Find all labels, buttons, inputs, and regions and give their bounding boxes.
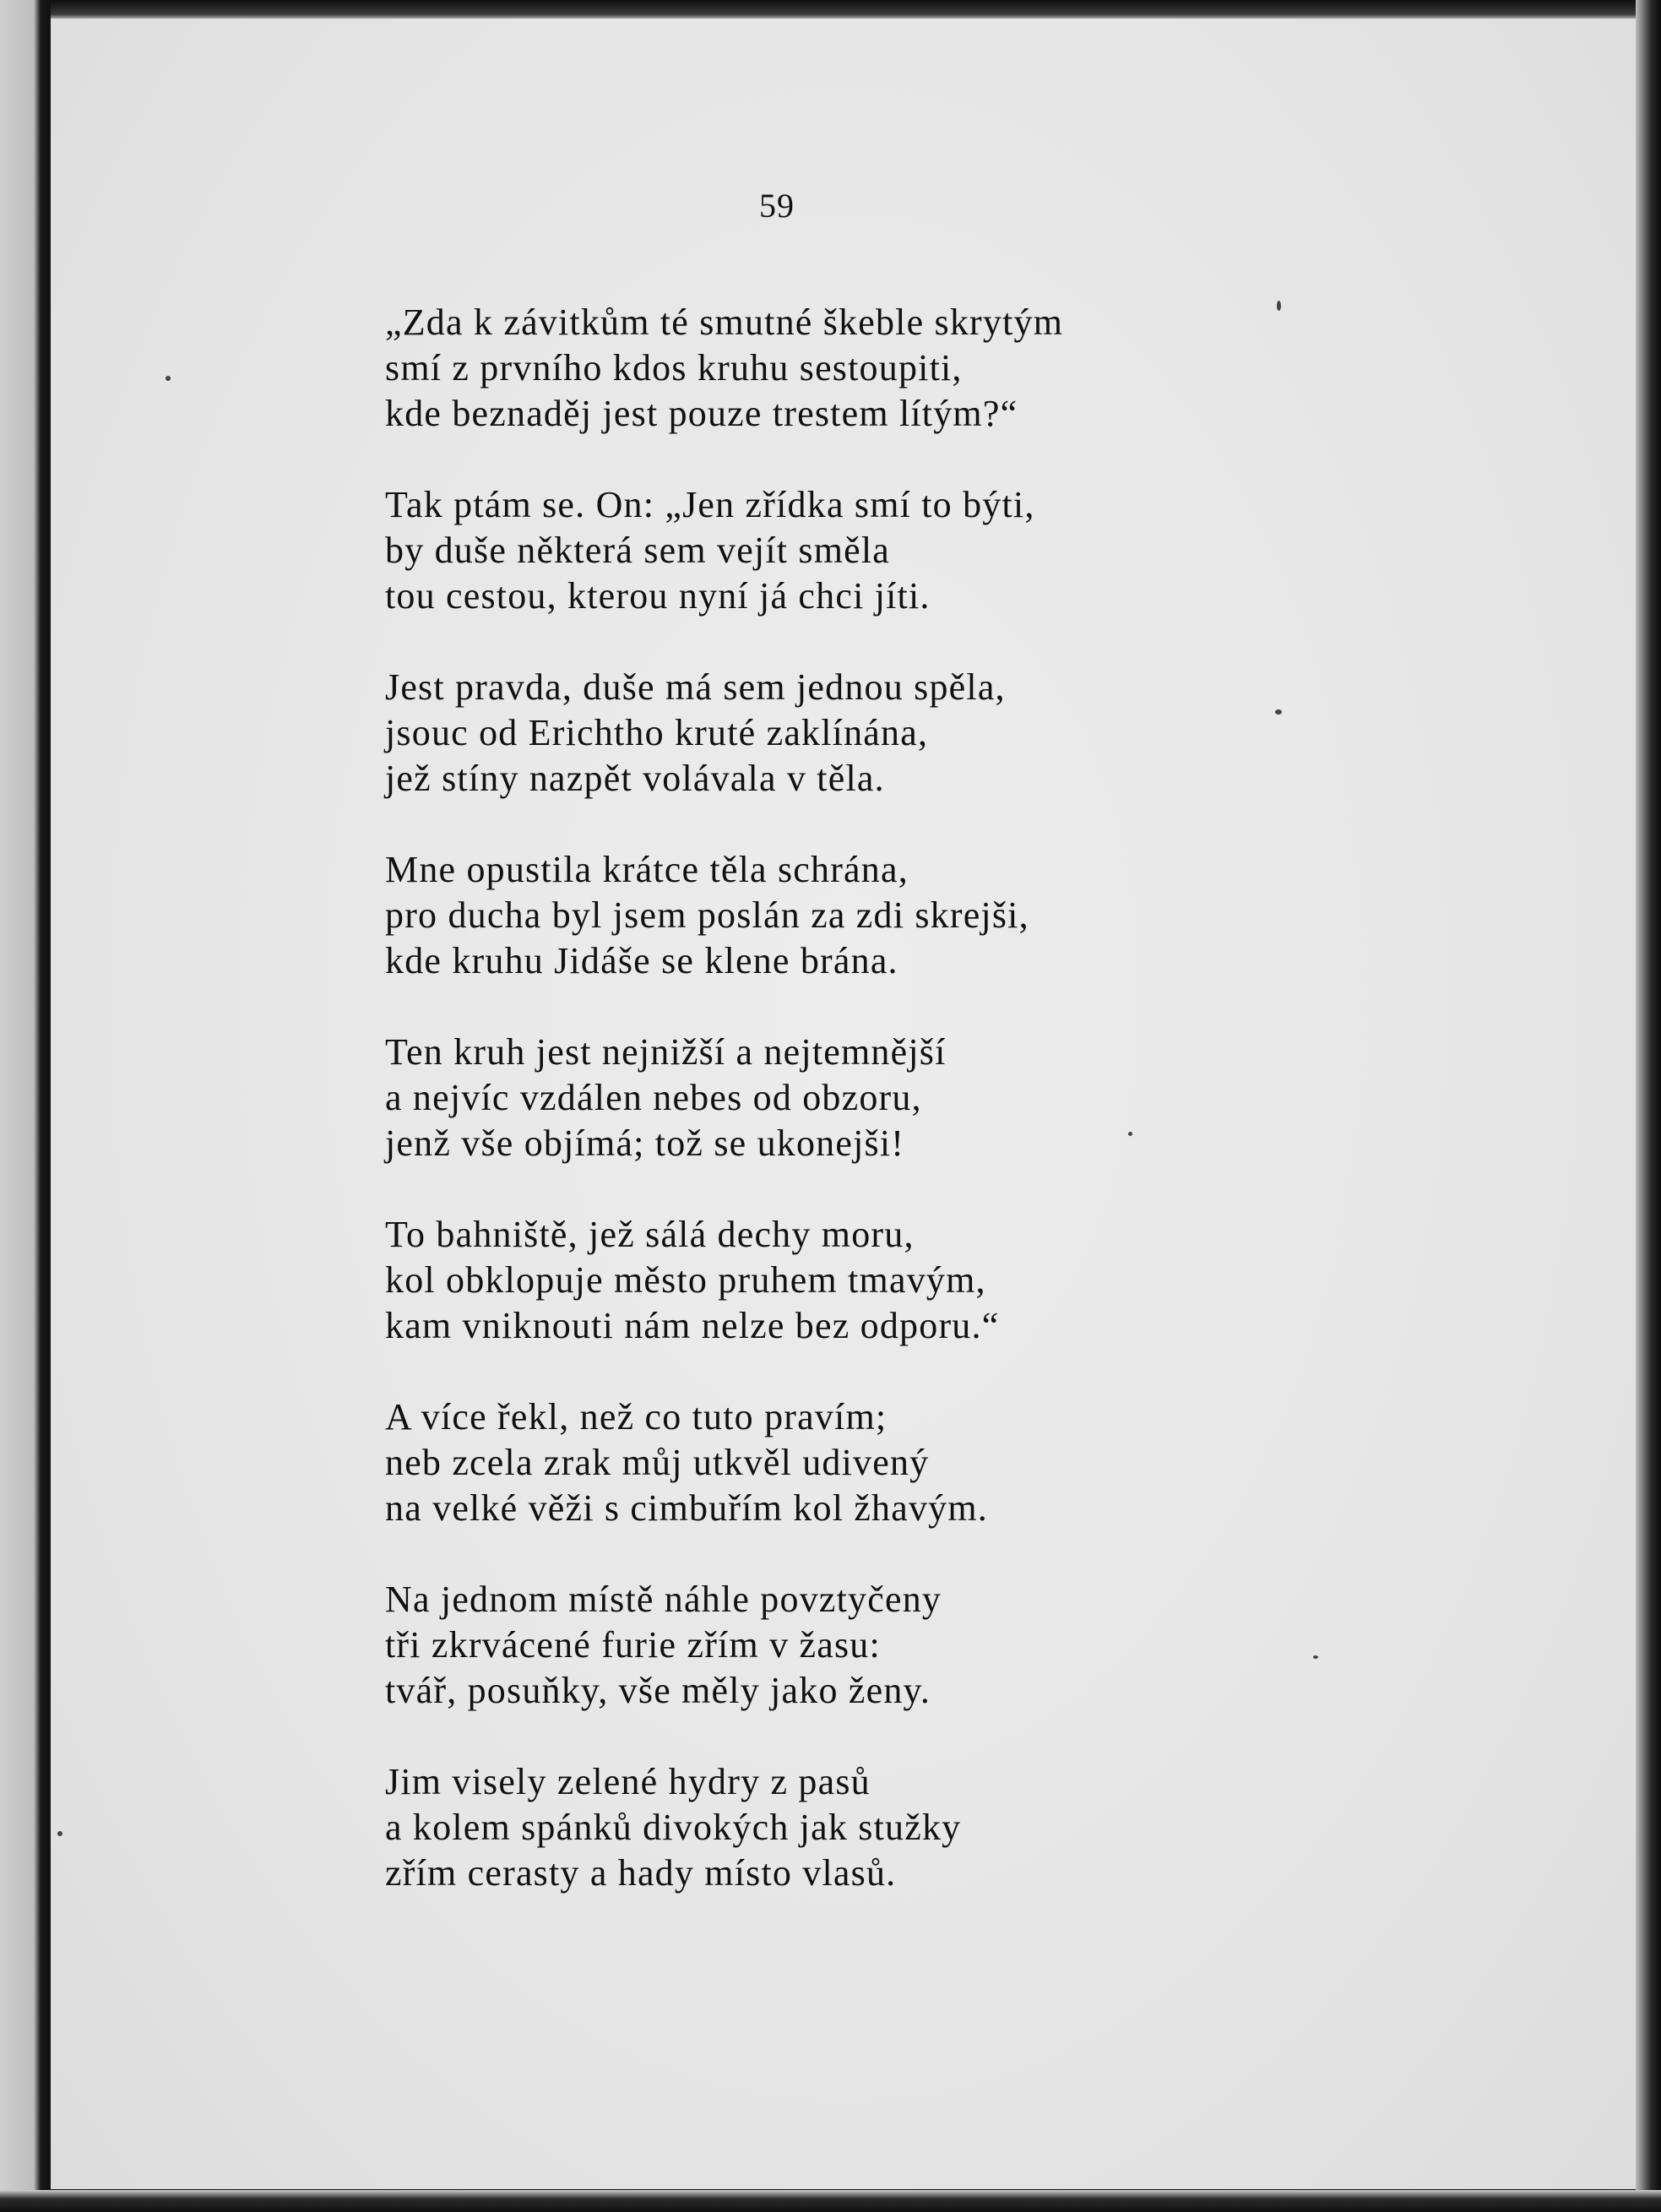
verse-line: kde beznaděj jest pouze trestem lítým?“ (385, 393, 1018, 434)
verse-line: kol obklopuje město pruhem tmavým, (385, 1259, 986, 1301)
stanza (385, 482, 1331, 619)
verse-line: tvář, posuňky, vše měly jako ženy. (385, 1670, 931, 1711)
paper-speck (166, 376, 171, 381)
verse-line: jež stíny nazpět volávala v těla. (385, 758, 885, 799)
verse-line: Ten kruh jest nejnižší a nejtemnější (385, 1031, 947, 1073)
stanza (385, 1759, 1331, 1896)
verse-line: zřím cerasty a hady místo vlasů. (385, 1852, 897, 1894)
verse-line: jenž vše objímá; tož se ukonejši! (385, 1122, 905, 1164)
verse-line: „Zda k závitkům té smutné škeble skrytým (385, 302, 1064, 343)
stanza (385, 1030, 1331, 1166)
book-spine (0, 0, 51, 2212)
verse-line: Jim visely zelené hydry z pasů (385, 1761, 871, 1802)
page-right-edge (1636, 0, 1661, 2212)
verse-line: kde kruhu Jidáše se klene brána. (385, 940, 898, 981)
poem-text (385, 300, 1331, 1942)
verse-line: a kolem spánků divokých jak stužky (385, 1807, 962, 1848)
page-top-edge (0, 0, 1661, 20)
page-bottom-edge (0, 2190, 1661, 2212)
verse-line: a nejvíc vzdálen nebes od obzoru, (385, 1077, 922, 1118)
verse-line: Jest pravda, duše má sem jednou spěla, (385, 666, 1006, 708)
stanza (385, 665, 1331, 802)
verse-line: Tak ptám se. On: „Jen zřídka smí to býti, (385, 484, 1035, 525)
verse-line: by duše některá sem vejít směla (385, 530, 891, 571)
verse-line: pro ducha byl jsem poslán za zdi skrejši, (385, 894, 1029, 936)
verse-line: smí z prvního kdos kruhu sestoupiti, (385, 347, 963, 389)
verse-line: A více řekl, než co tuto pravím; (385, 1396, 887, 1438)
verse-line: To bahniště, jež sálá dechy moru, (385, 1214, 915, 1255)
stanza (385, 300, 1331, 437)
stanza (385, 1212, 1331, 1349)
verse-line: kam vniknouti nám nelze bez odporu.“ (385, 1305, 1000, 1346)
verse-line: Na jednom místě náhle povztyčeny (385, 1579, 942, 1620)
page-number: 59 (759, 187, 795, 225)
stanza (385, 1577, 1331, 1714)
verse-line: jsouc od Erichtho kruté zaklínána, (385, 712, 929, 753)
verse-line: na velké věži s cimbuřím kol žhavým. (385, 1487, 989, 1529)
verse-line: Mne opustila krátce těla schrána, (385, 849, 909, 890)
stanza (385, 1394, 1331, 1531)
verse-line: neb zcela zrak můj utkvěl udivený (385, 1442, 930, 1483)
stanza (385, 847, 1331, 984)
verse-line: tři zkrvácené furie zřím v žasu: (385, 1624, 881, 1666)
paper-speck (57, 1831, 62, 1836)
verse-line: tou cestou, kterou nyní já chci jíti. (385, 575, 931, 617)
